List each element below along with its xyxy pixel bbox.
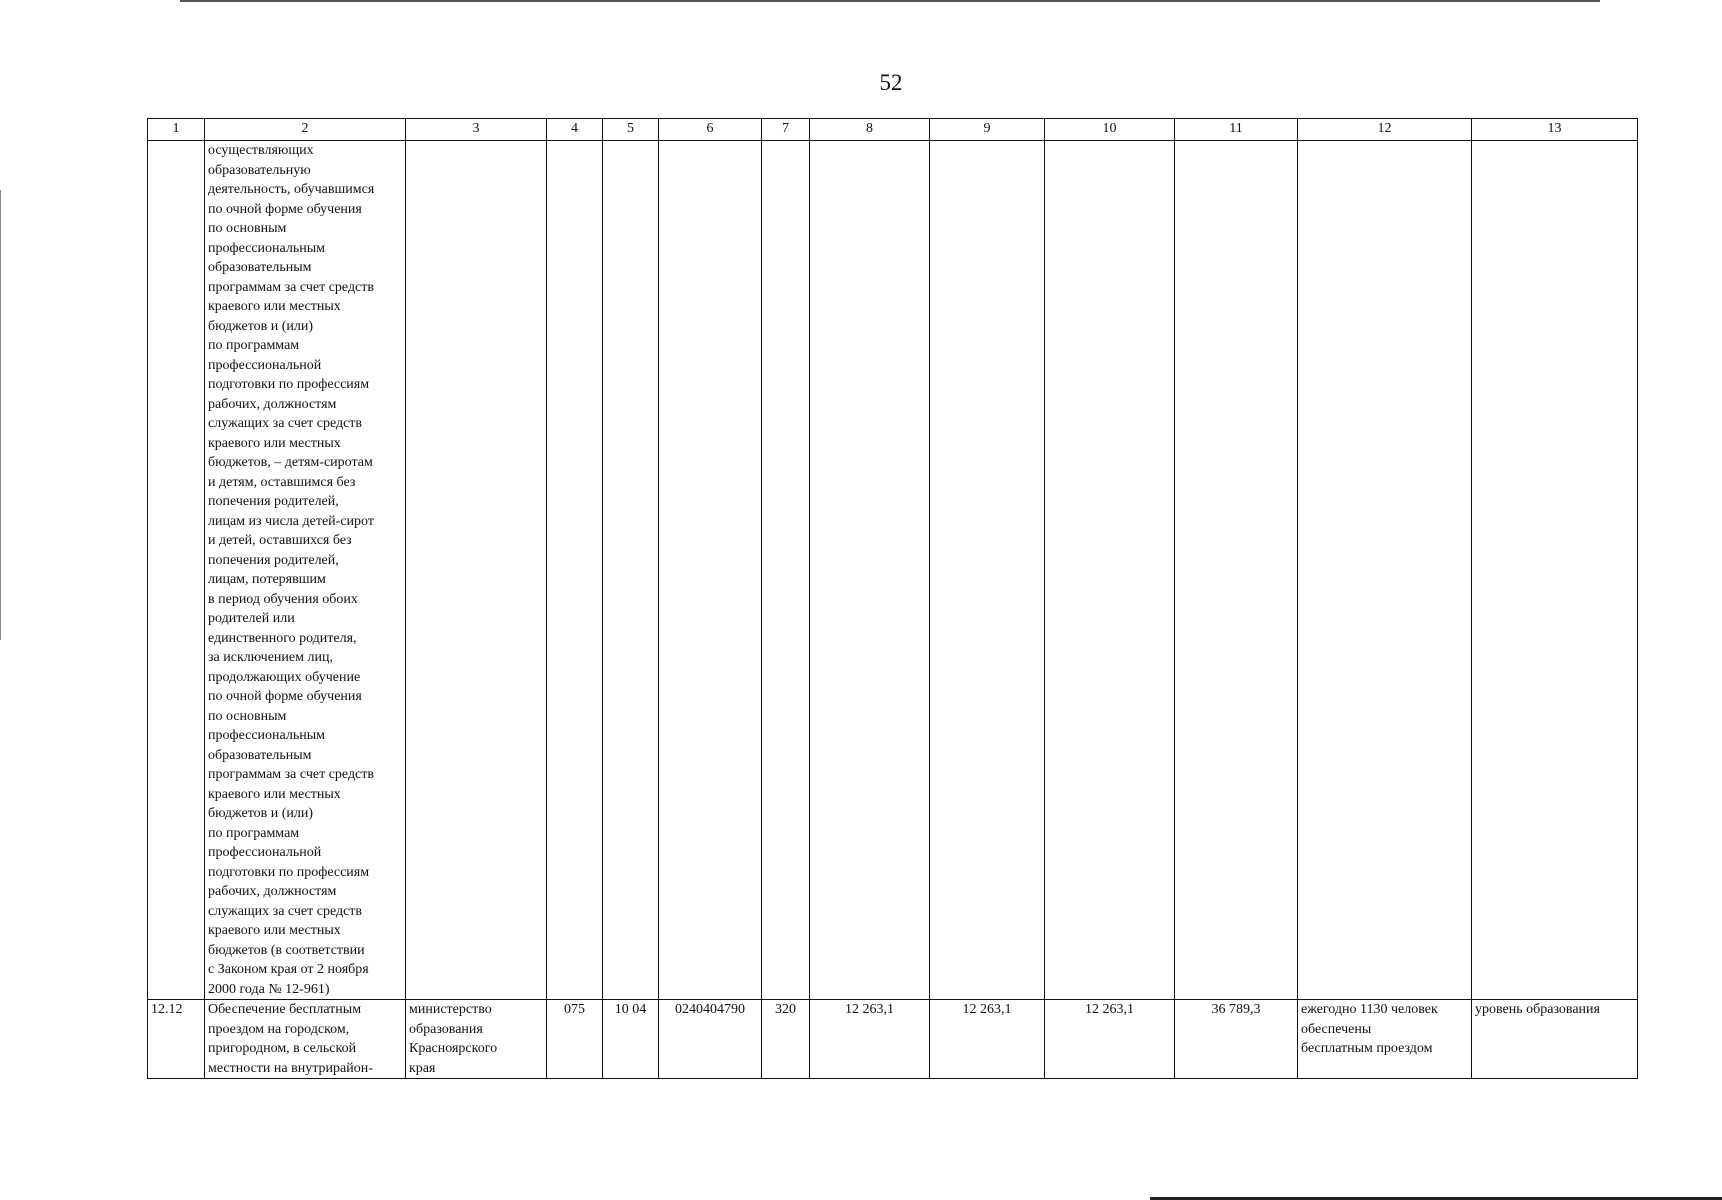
cell-empty: [810, 141, 930, 1000]
measure-description: [205, 1000, 406, 1079]
text-line: бюджетов и (или): [208, 318, 314, 334]
text-line: образовательным: [208, 747, 312, 763]
column-header: 6: [659, 119, 762, 141]
text-line: по очной форме обучения: [208, 689, 362, 704]
text-line: продолжающих обучение: [208, 669, 361, 685]
text-line: родителей или: [208, 611, 295, 626]
text-line: краевого или местных: [208, 435, 341, 451]
indicator: уровень образования: [1472, 1000, 1638, 1079]
text-line: бюджетов и (или): [208, 806, 314, 821]
scan-edge-top: [180, 0, 1600, 2]
funding-total: 36 789,3: [1175, 1000, 1298, 1079]
text-line: бюджетов (в соответствии: [208, 942, 365, 958]
text-line: 2000 года № 12-961): [208, 981, 330, 997]
cell-empty: [762, 141, 810, 1000]
column-header: 1: [148, 119, 205, 141]
column-header: 5: [603, 119, 659, 141]
cell-empty: [659, 141, 762, 1000]
column-number-row: [148, 119, 1638, 141]
text-line: краевого или местных: [208, 923, 341, 938]
cell-empty: [1472, 141, 1638, 1000]
program-measures-table: [147, 118, 1638, 1079]
text-line: профессиональным: [208, 240, 326, 256]
text-line: Обеспечение бесплатным: [208, 1002, 362, 1017]
text-line: по программам: [208, 825, 300, 841]
cell-number-empty: [148, 141, 205, 1000]
expected-result: [1298, 1000, 1472, 1079]
text-line: попечения родителей,: [208, 552, 339, 568]
text-line: образовательным: [208, 260, 312, 275]
text-line: с Законом края от 2 ноября: [208, 962, 369, 977]
text-line: подготовки по профессиям: [208, 864, 370, 880]
funding-year-1: 12 263,1: [810, 1000, 930, 1079]
column-header: 3: [406, 119, 547, 141]
cell-empty: [603, 141, 659, 1000]
text-line: единственного родителя,: [208, 630, 357, 646]
text-line: министерство: [409, 1002, 492, 1017]
text-line: за исключением лиц,: [208, 650, 333, 665]
text-line: края: [409, 1060, 436, 1076]
grbs-code: 075: [547, 1000, 603, 1079]
column-header: 7: [762, 119, 810, 141]
executor: [406, 1000, 547, 1079]
text-line: проездом на городском,: [208, 1021, 350, 1037]
vr-code: 320: [762, 1000, 810, 1079]
column-header: 11: [1175, 119, 1298, 141]
text-line: бесплатным проездом: [1301, 1041, 1433, 1056]
csr-code: 0240404790: [659, 1000, 762, 1079]
cell-empty: [1175, 141, 1298, 1000]
column-header: 4: [547, 119, 603, 141]
column-header: 2: [205, 119, 406, 141]
text-line: по программам: [208, 338, 300, 353]
continuation-row: [148, 141, 1638, 1000]
text-line: рабочих, должностям: [208, 396, 337, 412]
text-line: пригородном, в сельской: [208, 1041, 357, 1056]
text-line: образования: [409, 1021, 483, 1037]
text-line: ежегодно 1130 человек: [1301, 1002, 1438, 1017]
cell-empty: [1298, 141, 1472, 1000]
text-line: по очной форме обучения: [208, 201, 362, 217]
text-line: программам за счет средств: [208, 767, 375, 782]
cell-empty: [547, 141, 603, 1000]
cell-empty: [406, 141, 547, 1000]
text-line: попечения родителей,: [208, 494, 339, 509]
column-header: 13: [1472, 119, 1638, 141]
text-line: и детей, оставшихся без: [208, 533, 352, 548]
text-line: местности на внутрирайон-: [208, 1060, 373, 1076]
text-line: программам за счет средств: [208, 279, 375, 295]
text-line: краевого или местных: [208, 786, 341, 802]
text-line: служащих за счет средств: [208, 416, 363, 431]
text-line: Красноярского: [409, 1041, 498, 1056]
column-header: 12: [1298, 119, 1472, 141]
text-line: лицам, потерявшим: [208, 572, 326, 587]
text-line: образовательную: [208, 162, 311, 178]
cell-empty: [1045, 141, 1175, 1000]
row-number: 12.12: [148, 1000, 205, 1079]
text-line: по основным: [208, 221, 287, 236]
column-header: 10: [1045, 119, 1175, 141]
text-line: подготовки по профессиям: [208, 377, 370, 392]
continuation-description: [205, 141, 406, 1000]
text-line: профессиональной: [208, 845, 322, 860]
column-header: 9: [930, 119, 1045, 141]
rzpr-code: 10 04: [603, 1000, 659, 1079]
cell-empty: [930, 141, 1045, 1000]
text-line: деятельность, обучавшимся: [208, 182, 375, 197]
table-row-12-12: [148, 1000, 1638, 1079]
scan-edge-left: [0, 190, 1, 640]
text-line: краевого или местных: [208, 299, 341, 314]
text-line: бюджетов, – детям-сиротам: [208, 455, 373, 470]
text-line: рабочих, должностям: [208, 884, 337, 899]
text-line: лицам из числа детей-сирот: [208, 513, 374, 529]
text-line: обеспечены: [1301, 1021, 1372, 1037]
text-line: служащих за счет средств: [208, 903, 363, 919]
funding-year-2: 12 263,1: [930, 1000, 1045, 1079]
text-line: и детям, оставшимся без: [208, 474, 356, 490]
column-header: 8: [810, 119, 930, 141]
text-line: профессиональным: [208, 728, 326, 743]
text-line: профессиональной: [208, 357, 322, 373]
page-number: 52: [879, 70, 903, 95]
text-line: по основным: [208, 708, 287, 724]
text-line: осуществляющих: [208, 143, 314, 158]
funding-year-3: 12 263,1: [1045, 1000, 1175, 1079]
text-line: в период обучения обоих: [208, 591, 358, 607]
